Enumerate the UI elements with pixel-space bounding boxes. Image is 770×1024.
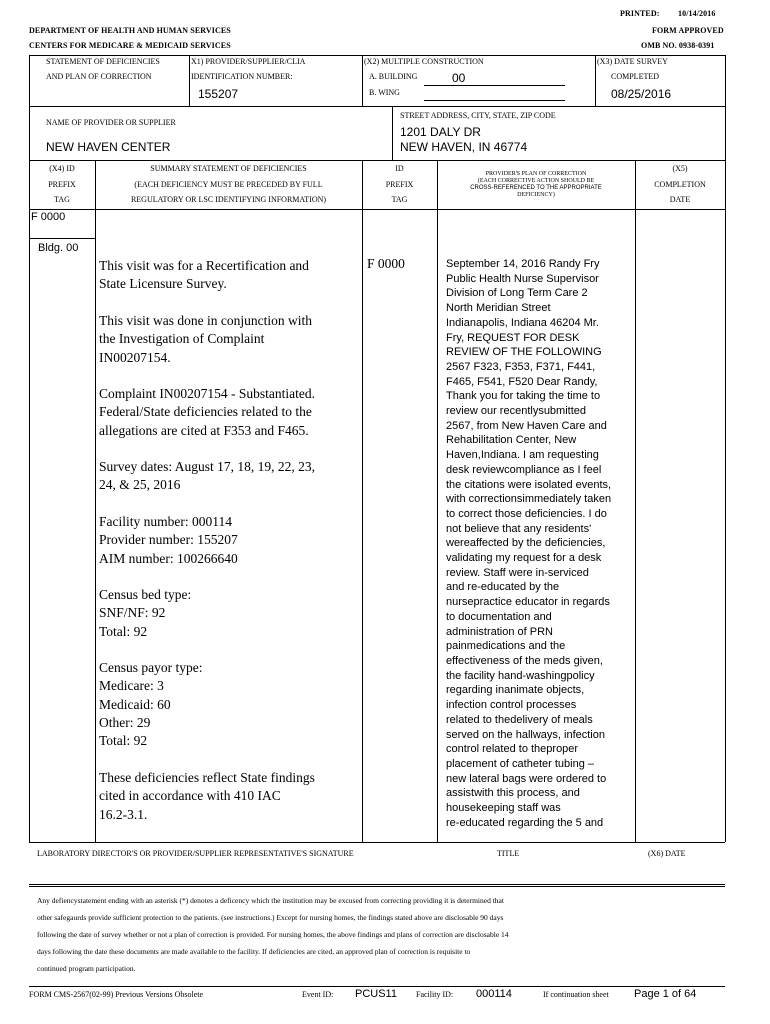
disclaimer: [37, 892, 509, 977]
summary-paragraph-facility-numbers: [99, 513, 238, 568]
summary-header-3: REGULATORY OR LSC IDENTIFYING INFORMATION): [130, 195, 327, 204]
summary-line: 24, & 25, 2016: [99, 477, 181, 493]
disclaimer-line: Any defiencystatement ending with an asterisk (*) denotes a deficency which the institution may be excused from correcting providing it is determined that: [37, 896, 504, 905]
wing-underline: [424, 100, 565, 101]
plan-line: review. Staff were in-serviced: [446, 566, 589, 579]
id-header-1: ID: [395, 164, 404, 173]
rule-left-top: [29, 55, 30, 106]
address-line-1: 1201 DALY DR: [400, 125, 481, 139]
plan-line: served on the hallways, infection: [446, 728, 605, 741]
plan-line: administration of PRN: [446, 625, 553, 638]
plan-line: F465, F541, F520 Dear Randy,: [446, 375, 598, 388]
address-label: STREET ADDRESS, CITY, STATE, ZIP CODE: [400, 111, 556, 120]
summary-paragraph-complaint-investigation: [99, 312, 312, 367]
plan-line: validating my request for a desk: [446, 552, 602, 565]
plan-line: North Meridian Street: [446, 302, 551, 315]
summary-paragraph-survey-dates: [99, 458, 315, 495]
x5-header-2: COMPLETION: [654, 180, 706, 189]
summary-line: IN00207154.: [99, 349, 171, 365]
id-header-2: PREFIX: [385, 180, 414, 189]
summary-line: Census payor type:: [99, 660, 203, 675]
disclaimer-line: days following the date these documents are made available to the facility. If deficiencies are cited, an approved plan of correction is requisite to: [37, 947, 471, 956]
summary-line: Other: 29: [99, 714, 151, 730]
plan-line: Indianapolis, Indiana 46204 Mr.: [446, 316, 599, 329]
summary-header-1: SUMMARY STATEMENT OF DEFICIENCIES: [150, 164, 307, 173]
prefix-tag-right: F 0000: [367, 256, 405, 271]
building-value: 00: [452, 71, 466, 85]
x4-header-2: PREFIX: [48, 180, 76, 189]
form-approved: FORM APPROVED: [652, 26, 724, 35]
plan-header-1: PROVIDER'S PLAN OF CORRECTION: [485, 171, 587, 177]
x5-header-3: DATE: [669, 195, 691, 204]
rule-x3-divider: [595, 55, 596, 106]
plan-line: to documentation and: [446, 610, 552, 623]
plan-line: related to thedelivery of meals: [446, 713, 593, 726]
summary-line: AIM number: 100266640: [99, 550, 238, 566]
plan-line: infection control processes: [446, 699, 577, 712]
plan-line: Haven,Indiana. I am requesting: [446, 449, 599, 462]
plan-line: regarding inanimate objects,: [446, 684, 585, 697]
rule-col-plan: [635, 160, 636, 842]
rule-top-box-bottom: [29, 106, 725, 107]
prefix-tag-left: F 0000: [31, 211, 66, 223]
rule-signature-bottom-double: [29, 886, 725, 887]
plan-line: with correctionsimmediately taken: [446, 493, 612, 506]
plan-line: Fry, REQUEST FOR DESK: [446, 331, 580, 344]
rule-right-top: [725, 55, 726, 106]
x4-header-3: TAG: [54, 195, 70, 204]
plan-line: effectiveness of the meds given,: [446, 654, 603, 667]
plan-line: review our recentlysubmitted: [446, 405, 587, 418]
plan-header-2: (EACH CORRECTIVE ACTION SHOULD BE: [477, 178, 595, 184]
summary-line: SNF/NF: 92: [99, 605, 166, 621]
plan-of-correction-text: [446, 257, 611, 830]
x5-header-1: (X5): [672, 164, 688, 173]
plan-line: REVIEW OF THE FOLLOWING: [446, 346, 602, 359]
plan-line: and re-educated by the: [446, 581, 560, 594]
statement-label-2: AND PLAN OF CORRECTION: [46, 72, 152, 81]
rule-provider-bottom: [29, 160, 725, 161]
rule-footer-top: [29, 986, 725, 987]
rule-left-provider: [29, 106, 30, 160]
summary-paragraph-substantiated: [99, 385, 315, 440]
disclaimer-line: other safegaurds provide sufficient protection to the patients. (see instructions.) Except for nursing homes, the findings stated above are disclosable 90 days: [37, 913, 504, 922]
rule-top: [29, 55, 725, 56]
page-number: Page 1 of 64: [634, 988, 697, 1000]
plan-line: desk reviewcompliance as I feel: [446, 463, 602, 476]
summary-paragraph-census-payor: [99, 659, 203, 750]
x3-label-1: (X3) DATE SURVEY: [597, 57, 668, 66]
building-label: A. BUILDING: [369, 72, 418, 81]
plan-line: the facility hand-washingpolicy: [446, 669, 595, 682]
plan-line: nursepractice educator in regards: [446, 596, 610, 609]
plan-line: 2567, from New Haven Care and: [446, 419, 607, 432]
facility-id-value: 000114: [476, 988, 512, 1000]
summary-line: Census bed type:: [99, 587, 192, 602]
summary-line: Medicaid: 60: [99, 696, 171, 712]
plan-line: 2567 F323, F353, F371, F441,: [446, 360, 596, 373]
summary-line: Federal/State deficiencies related to the: [99, 404, 312, 420]
x4-header-1: (X4) ID: [49, 164, 75, 173]
plan-header-4: DEFICIENCY): [517, 192, 555, 198]
x3-label-2: COMPLETED: [611, 72, 659, 81]
summary-line: This visit was for a Recertification and: [99, 258, 309, 273]
disclaimer-line: continued program participation.: [37, 964, 136, 973]
rule-col-right: [725, 160, 726, 842]
provider-name-label: NAME OF PROVIDER OR SUPPLIER: [46, 118, 176, 127]
wing-label: B. WING: [369, 88, 400, 97]
plan-line: housekeeping staff was: [446, 802, 561, 815]
form-number: FORM CMS-2567(02-99) Previous Versions Obsolete: [29, 990, 204, 999]
signature-label: LABORATORY DIRECTOR'S OR PROVIDER/SUPPLIER REPRESENTATIVE'S SIGNATURE: [37, 849, 354, 858]
rule-signature-bottom: [29, 884, 725, 885]
event-id-label: Event ID:: [302, 990, 334, 999]
summary-line: Complaint IN00207154 - Substantiated.: [99, 386, 315, 401]
omb-number: OMB NO. 0938-0391: [641, 41, 715, 50]
plan-line: Thank you for taking the time to: [446, 390, 601, 403]
summary-line: 16.2-3.1.: [99, 806, 148, 822]
summary-line: Total: 92: [99, 623, 148, 639]
plan-line: September 14, 2016 Randy Fry: [446, 258, 600, 270]
plan-line: assistwith this process, and: [446, 787, 580, 800]
summary-line: the Investigation of Complaint: [99, 331, 265, 347]
rule-col-id: [437, 160, 438, 842]
printed-label: PRINTED:: [620, 9, 660, 18]
plan-line: placement of catheter tubing –: [446, 757, 594, 770]
statement-label-1: STATEMENT OF DEFICIENCIES: [46, 57, 160, 66]
plan-line: not believe that any residents': [446, 522, 592, 535]
x2-label: (X2) MULTIPLE CONSTRUCTION: [364, 57, 484, 66]
summary-paragraph-state-findings: [99, 769, 315, 824]
summary-line: Medicare: 3: [99, 678, 164, 694]
summary-line: Total: 92: [99, 733, 148, 749]
signature-date-label: (X6) DATE: [648, 849, 686, 858]
title-label: TITLE: [497, 849, 520, 858]
department-title: DEPARTMENT OF HEALTH AND HUMAN SERVICES: [29, 26, 231, 35]
summary-line: Survey dates: August 17, 18, 19, 22, 23,: [99, 459, 315, 474]
rule-col-x4: [95, 160, 96, 842]
plan-line: control related to theproper: [446, 743, 579, 756]
provider-name-value: NEW HAVEN CENTER: [46, 140, 171, 154]
summary-line: cited in accordance with 410 IAC: [99, 788, 281, 804]
id-header-3: TAG: [391, 195, 408, 204]
plan-line: Public Health Nurse Supervisor: [446, 272, 599, 285]
facility-id-label: Facility ID:: [416, 990, 454, 999]
centers-title: CENTERS FOR MEDICARE & MEDICAID SERVICES: [29, 41, 231, 50]
plan-line: Division of Long Term Care 2: [446, 287, 588, 300]
event-id-value: PCUS11: [355, 988, 397, 1000]
summary-line: This visit was done in conjunction with: [99, 313, 312, 328]
provider-id-value: 155207: [198, 87, 239, 101]
plan-line: the citations were isolated events,: [446, 478, 612, 491]
rule-provider-divider: [392, 106, 393, 160]
disclaimer-line: following the date of survey whether or not a plan of correction is provided. For nursing homes, the above findings and plans of correction are disclosable 14: [37, 930, 509, 939]
survey-completed-date: 08/25/2016: [611, 87, 672, 101]
rule-x2-divider: [362, 55, 363, 106]
summary-line: Facility number: 000114: [99, 514, 232, 529]
plan-line: to correct those deficiencies. I do: [446, 507, 607, 520]
plan-header-3: CROSS-REFERENCED TO THE APPROPRIATE: [470, 185, 602, 191]
summary-line: Provider number: 155207: [99, 532, 238, 548]
printed-date: 10/14/2016: [678, 9, 716, 18]
summary-line: These deficiencies reflect State findings: [99, 770, 315, 785]
plan-line: Rehabilitation Center, New: [446, 434, 577, 447]
summary-header-2: (EACH DEFICIENCY MUST BE PRECEDED BY FULL: [134, 180, 323, 189]
rule-tag-box-bottom: [29, 238, 95, 239]
rule-col-left: [29, 160, 30, 842]
x1-label-1: X1) PROVIDER/SUPPLIER/CLIA: [191, 57, 306, 66]
plan-line: painmedications and the: [446, 640, 566, 653]
plan-line: new lateral bags were ordered to: [446, 772, 607, 785]
building-tag: Bldg. 00: [38, 242, 79, 254]
building-underline: [424, 85, 565, 86]
continuation-label: If continuation sheet: [543, 990, 609, 999]
address-line-2: NEW HAVEN, IN 46774: [400, 140, 528, 154]
summary-paragraph-census-bed: [99, 586, 191, 641]
summary-line: State Licensure Survey.: [99, 276, 227, 292]
plan-line: re-educated regarding the 5 and: [446, 816, 604, 829]
rule-right-provider: [725, 106, 726, 160]
summary-line: allegations are cited at F353 and F465.: [99, 422, 309, 438]
rule-x1-divider: [189, 55, 190, 106]
rule-colheader-bottom: [29, 209, 725, 210]
summary-paragraph-visit: [99, 257, 309, 294]
x1-label-2: IDENTIFICATION NUMBER:: [191, 72, 293, 81]
plan-line: wereaffected by the deficiencies,: [446, 537, 606, 550]
rule-col-summary: [362, 160, 363, 842]
rule-body-bottom: [29, 842, 725, 843]
